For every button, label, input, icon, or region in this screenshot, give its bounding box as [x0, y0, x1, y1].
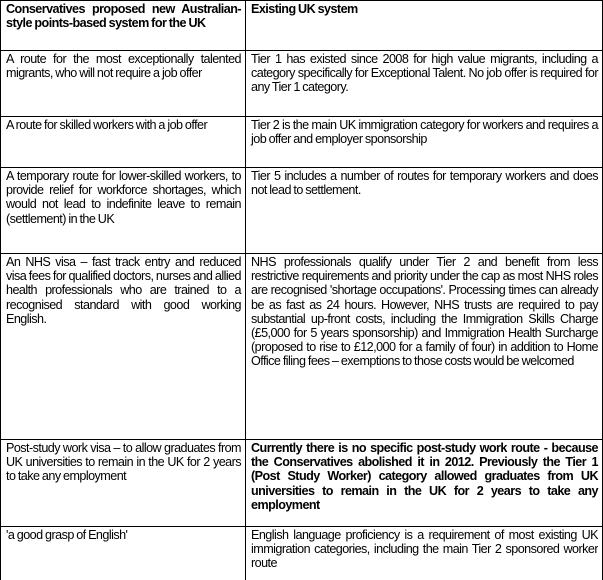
cell-existing: [246, 527, 603, 580]
table-header-row: [1, 1, 603, 51]
table-row: [1, 254, 603, 440]
cell-existing-text: English language proficiency is a requirement of most existing UK immigration categories, including the main Tier 2 sponsored worker route: [251, 528, 598, 571]
cell-existing: Tier 2 is the main UK immigration category for workers and requires a job offer and employer sponsorship: [246, 117, 603, 168]
cell-proposed: A temporary route for lower-skilled workers, to provide relief for workforce shortages, which would not lead to indefinite leave to remain (settlement) in the UK: [1, 168, 246, 254]
cell-proposed: A route for the most exceptionally talented migrants, who will not require a job offer: [1, 51, 246, 117]
cell-proposed: 'a good grasp of English': [1, 527, 246, 580]
table-row: [1, 117, 603, 168]
header-existing-system: Existing UK system: [246, 1, 603, 51]
cell-existing: Tier 1 has existed since 2008 for high value migrants, including a category specifically for Exceptional Talent. No job offer is required for any Tier 1 category.: [246, 51, 603, 117]
cell-proposed: An NHS visa – fast track entry and reduced visa fees for qualified doctors, nurses and allied health professionals who are trained to a recognised standard with good working English.: [1, 254, 246, 440]
header-proposed-system: Conservatives proposed new Australian-style points-based system for the UK: [1, 1, 246, 51]
cell-proposed: Post-study work visa – to allow graduates from UK universities to remain in the UK for 2 years to take any employment: [1, 440, 246, 527]
table-row: [1, 440, 603, 527]
cell-existing: Tier 5 includes a number of routes for temporary workers and does not lead to settlement.: [246, 168, 603, 254]
cell-existing: NHS professionals qualify under Tier 2 and benefit from less restrictive requirements and priority under the cap as most NHS roles are recognised 'shortage occupations'. Processing times can already be as fast as 24 hours. However, NHS trusts are required to pay substantial up-front costs, including the Immigration Skills Charge (£5,000 for 5 years sponsorship) and Immigration Health Surcharge (proposed to rise to £12,000 for a family of four) in addition to Home Office filing fees – exemptions to those costs would be welcomed: [246, 254, 603, 440]
table-row: [1, 51, 603, 117]
table-row: [1, 527, 603, 580]
cell-existing: Currently there is no specific post-study work route - because the Conservatives abolished it in 2012. Previously the Tier 1 (Post Study Worker) category allowed graduates from UK universities to remain in the UK for 2 years to take any employment: [246, 440, 603, 527]
cell-proposed: A route for skilled workers with a job offer: [1, 117, 246, 168]
table-row: [1, 168, 603, 254]
